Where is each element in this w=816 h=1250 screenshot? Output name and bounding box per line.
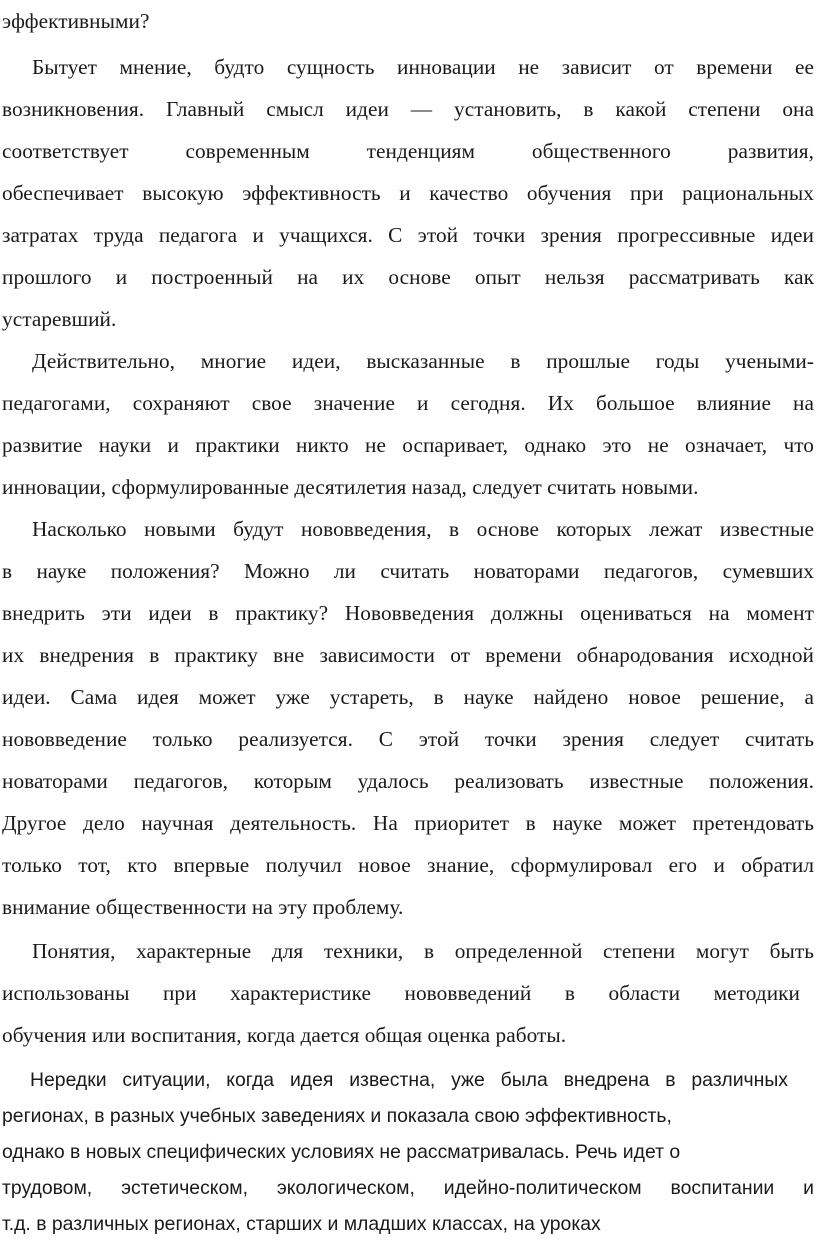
text-line: устаревший. (2, 307, 117, 331)
text-line: использованы при характеристике нововведений в области методики (2, 981, 800, 1005)
paragraph-first-line: Действительно, многие идеи, высказанные в прошлые годы учеными- (32, 349, 814, 373)
text-line: инновации, сформулированные десятилетия назад, следует считать новыми. (2, 475, 699, 499)
text-line: Другое дело научная деятельность. На приоритет в науке может претендовать (2, 811, 814, 835)
text-line: внимание общественности на эту проблему. (2, 895, 404, 919)
text-line: новаторами педагогов, которым удалось реализовать известные положения. (2, 769, 814, 793)
text-line: т.д. в различных регионах, старших и младших классах, на уроках (2, 1213, 601, 1235)
text-line: нововведение только реализуется. С этой точки зрения следует считать (2, 727, 814, 751)
text-line: идеи. Сама идея может уже устареть, в науке найдено новое решение, а (2, 685, 814, 709)
text-line: однако в новых специфических условиях не рассматривалась. Речь идет о (2, 1141, 681, 1163)
text-line: обеспечивает высокую эффективность и качество обучения при рациональных (2, 181, 814, 205)
paragraph-first-line: Бытует мнение, будто сущность инновации не зависит от времени ее (32, 55, 814, 79)
text-line: педагогами, сохраняют свое значение и сегодня. Их большое влияние на (2, 391, 814, 415)
text-line: прошлого и построенный на их основе опыт нельзя рассматривать как (2, 265, 814, 289)
paragraph-first-line: Понятия, характерные для техники, в определенной степени могут быть (32, 939, 814, 963)
text-line: возникновения. Главный смысл идеи — установить, в какой степени она (2, 97, 814, 121)
text-line: соответствует современным тенденциям общественного развития, (2, 139, 814, 163)
text-line: регионах, в разных учебных заведениях и показала свою эффективность, (2, 1105, 672, 1127)
text-line: внедрить эти идеи в практику? Нововведения должны оцениваться на момент (2, 601, 814, 625)
text-line: только тот, кто впервые получил новое знание, сформулировал его и обратил (2, 853, 814, 877)
text-line: эффективными? (2, 9, 150, 33)
text-line: обучения или воспитания, когда дается общая оценка работы. (2, 1023, 567, 1047)
text-line: их внедрения в практику вне зависимости от времени обнародования исходной (2, 643, 814, 667)
text-line: трудовом, эстетическом, экологическом, идейно-политическом воспитании и (2, 1177, 814, 1199)
paragraph-first-line: Нередки ситуации, когда идея известна, уже была внедрена в различных (30, 1069, 788, 1091)
paragraph-first-line: Насколько новыми будут нововведения, в основе которых лежат известные (32, 517, 814, 541)
text-line: развитие науки и практики никто не оспаривает, однако это не означает, что (2, 433, 814, 457)
text-line: в науке положения? Можно ли считать новаторами педагогов, сумевших (2, 559, 814, 583)
text-line: затратах труда педагога и учащихся. С этой точки зрения прогрессивные идеи (2, 223, 814, 247)
